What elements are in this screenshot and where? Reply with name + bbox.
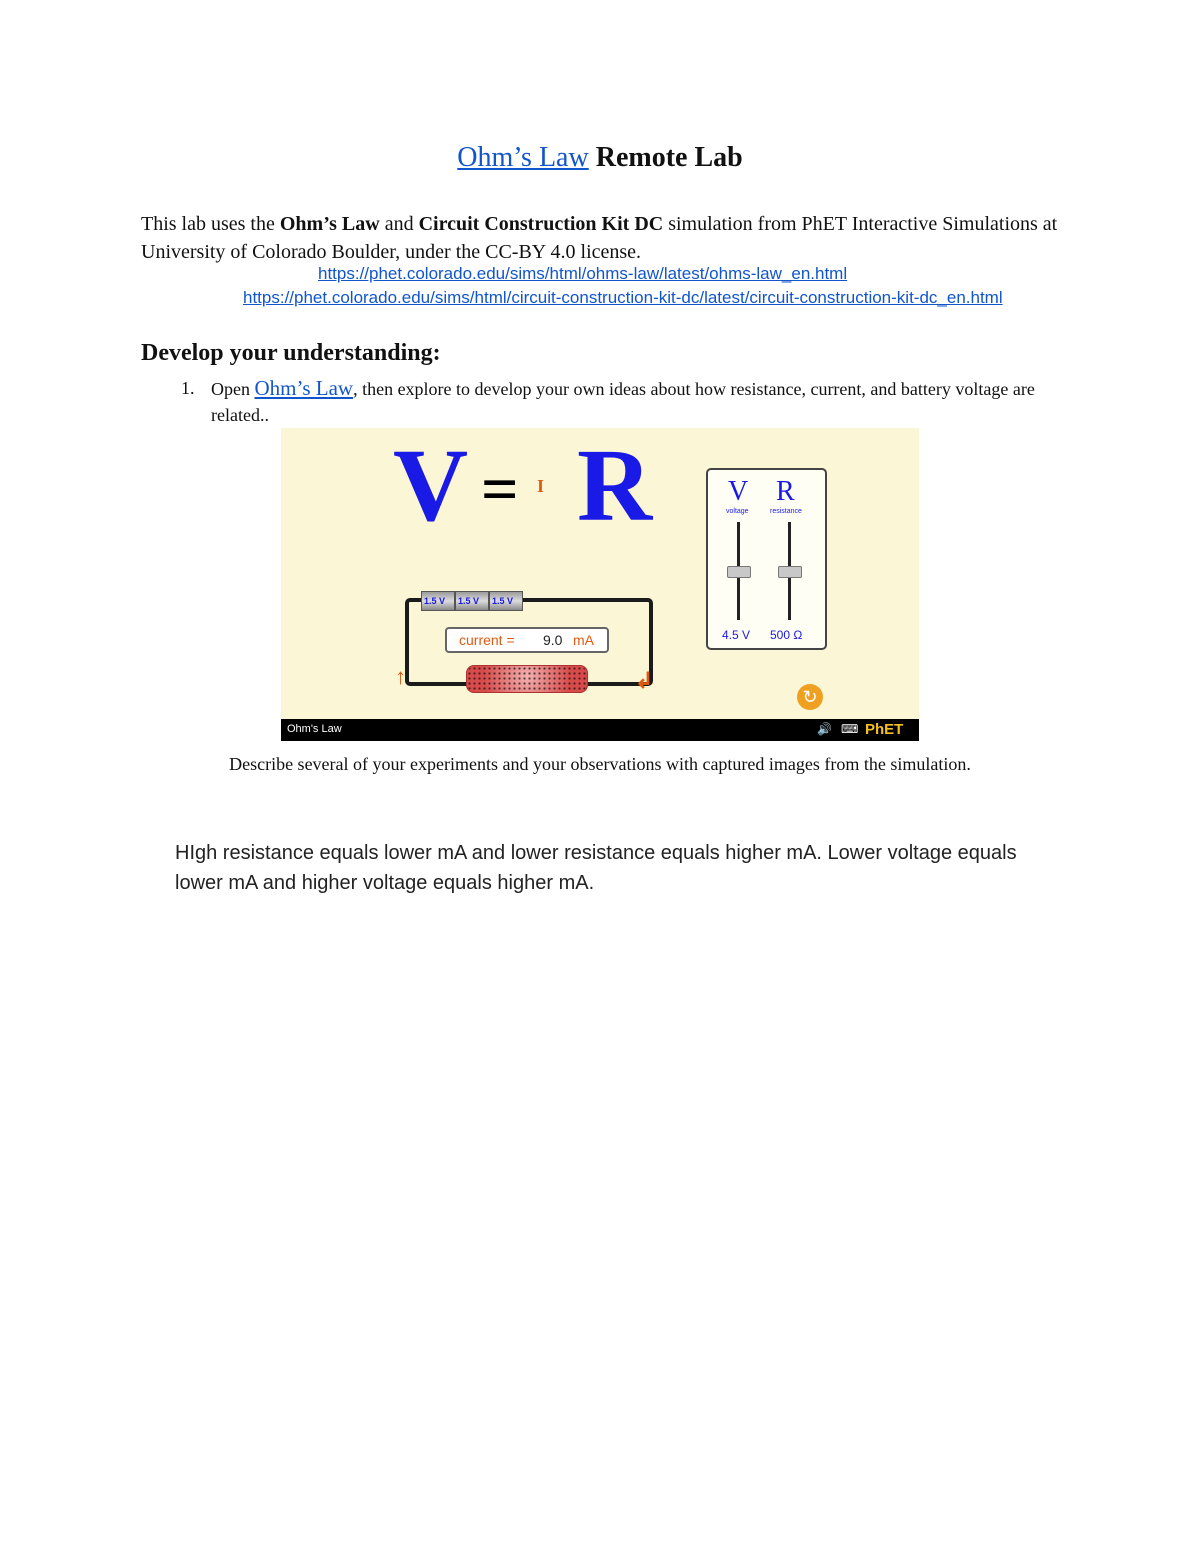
phet-logo-text: PhET [865,721,904,738]
equation-v: V [393,428,469,543]
step-number: 1. [181,378,195,398]
intro-bold-ohms-law: Ohm’s Law [279,213,380,235]
step-body [211,375,1061,428]
current-value: 9.0 [543,632,563,648]
ohms-law-url-link[interactable]: https://phet.colorado.edu/sims/html/ohms-law/latest/ohms-law_en.html [318,264,848,283]
battery-2: 1.5 V [455,591,489,611]
title-remote-lab: Remote Lab [595,142,743,173]
slider-v-sub: voltage [726,508,749,515]
slider-r-label: R [776,476,795,507]
sim-title: Ohm's Law [287,723,342,735]
resistor-impurities [467,666,587,692]
step-text-after: , then explore to develop your own ideas about how resistance, current, and battery voltage are related.. [211,379,1035,425]
equation-i: I [537,476,545,496]
current-arrow-left-icon: ↲ [635,668,654,693]
reset-icon[interactable]: ↻ [797,684,823,710]
resistance-value: 500 Ω [770,628,803,642]
page-title [0,142,1200,174]
slider-r-sub: resistance [770,508,802,515]
battery-3: 1.5 V [489,591,523,611]
simulation-screenshot [281,428,919,741]
equation-equals: = [481,453,519,526]
step-text-before: Open [211,379,255,399]
slider-v-label: V [728,476,749,507]
sim-navbar [281,719,919,741]
step-ohms-law-link[interactable]: Ohm’s Law [254,376,354,400]
voltage-value: 4.5 V [722,628,751,642]
sound-icon[interactable]: 🔊 [817,722,832,736]
intro-bold-cck: Circuit Construction Kit DC [418,213,664,235]
current-label: current = [459,632,515,648]
resistance-slider-thumb[interactable] [778,566,802,578]
current-arrow-up-icon: ↑ [395,664,406,689]
intro-paragraph [141,210,1071,266]
intro-text-1: This lab uses the [141,213,280,235]
title-link-ohms-law[interactable]: Ohm’s Law [457,142,589,173]
equation-r: R [577,428,653,543]
describe-prompt: Describe several of your experiments and your observations with captured images from the simulation. [229,754,971,774]
phet-logo[interactable] [865,721,903,738]
intro-text-2: and [379,213,419,235]
student-answer: HIgh resistance equals lower mA and lower resistance equals higher mA. Lower voltage equals lower mA and higher voltage equals higher mA. [175,842,1017,894]
current-unit: mA [573,632,594,648]
keyboard-icon[interactable]: ⌨ [841,722,859,736]
section-heading: Develop your understanding: [141,340,441,366]
resistor [466,665,588,693]
battery-1: 1.5 V [421,591,455,611]
intro-text-3: simulation from PhET Interactive Simulations at University of Colorado Boulder, under the CC-BY 4.0 license. [141,213,1058,263]
cck-dc-url-link[interactable]: https://phet.colorado.edu/sims/html/circuit-construction-kit-dc/latest/circuit-construction-kit-dc_en.html [243,288,1003,307]
slider-panel [706,468,827,650]
voltage-slider-thumb[interactable] [727,566,751,578]
current-readout [445,627,609,653]
